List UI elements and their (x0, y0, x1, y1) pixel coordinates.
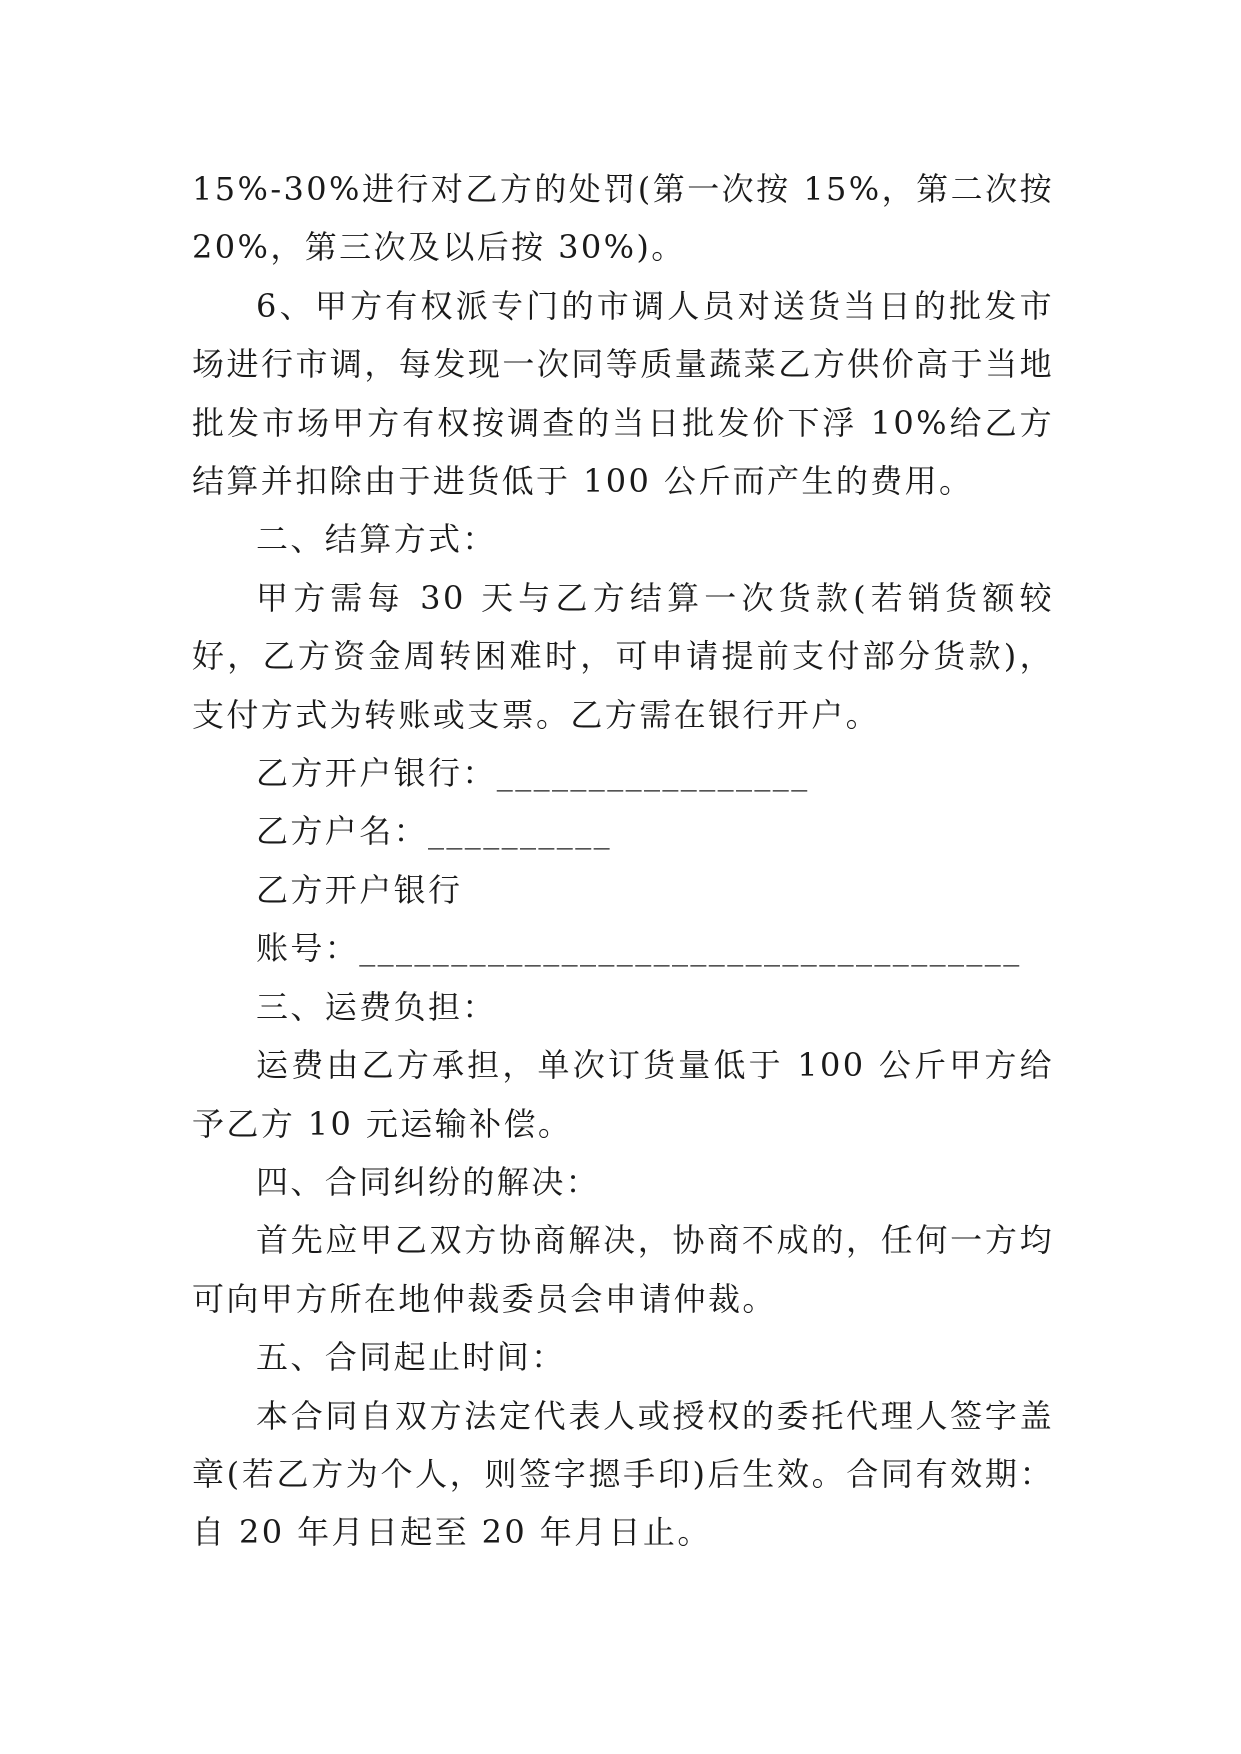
account-number-field-line: 账号：____________________________________ (256, 929, 1022, 968)
penalty-continuation-paragraph: 15%-30%进行对乙方的处罚(第一次按 15%，第二次按 20%，第三次及以后按 30%)。 (192, 170, 1054, 267)
account-name-field-line: 乙方户名：__________ (256, 812, 613, 851)
freight-paragraph: 运费由乙方承担，单次订货量低于 100 公斤甲方给予乙方 10 元运输补偿。 (192, 1046, 1054, 1143)
term-paragraph: 本合同自双方法定代表人或授权的委托代理人签字盖章(若乙方为个人，则签字摁手印)后生效。合同有效期：自 20 年月日起至 20 年月日止。 (192, 1396, 1054, 1552)
dispute-heading: 四、合同纠纷的解决： (256, 1162, 601, 1201)
settlement-paragraph: 甲方需每 30 天与乙方结算一次货款(若销货额较好，乙方资金周转困难时，可申请提前支付部分货款)，支付方式为转账或支票。乙方需在银行开户。 (192, 578, 1054, 734)
settlement-heading: 二、结算方式： (256, 520, 497, 559)
document-body (192, 160, 1054, 1562)
dispute-paragraph: 首先应甲乙双方协商解决，协商不成的，任何一方均可向甲方所在地仲裁委员会申请仲裁。 (192, 1221, 1054, 1318)
term-heading: 五、合同起止时间： (256, 1338, 566, 1377)
freight-heading: 三、运费负担： (256, 987, 497, 1026)
bank-label-line: 乙方开户银行 (256, 870, 463, 909)
bank-field-line: 乙方开户银行：_________________ (256, 754, 810, 793)
clause-6-paragraph: 6、甲方有权派专门的市调人员对送货当日的批发市场进行市调，每发现一次同等质量蔬菜乙方供价高于当地批发市场甲方有权按调查的当日批发价下浮 10%给乙方结算并扣除由于进货低于 100 公斤而产生的费用。 (192, 286, 1054, 501)
